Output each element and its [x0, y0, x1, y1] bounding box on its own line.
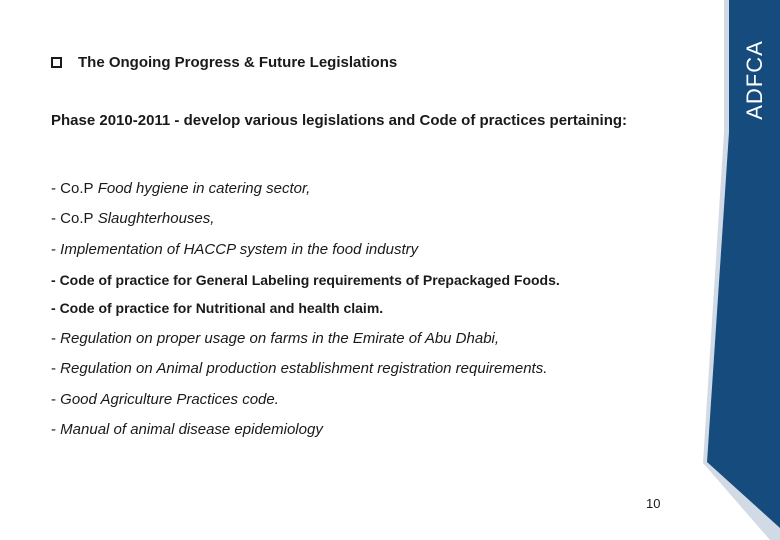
list-item-text: Slaughterhouses, — [93, 210, 215, 227]
list-item-text: Food hygiene in catering sector, — [93, 180, 311, 197]
list-item-text: Manual of animal disease epidemiology — [60, 421, 323, 438]
slide-heading-text: The Ongoing Progress & Future Legislations — [78, 54, 398, 71]
list-item-text: Implementation of HACCP system in the food industry — [60, 241, 419, 258]
list-item-dash: - — [51, 241, 61, 258]
list-item-dash: - — [51, 272, 60, 288]
list-item-dash: - — [51, 330, 61, 347]
list-item-dash: - — [51, 210, 61, 227]
phase-description: Phase 2010-2011 - develop various legislations and Code of practices pertaining: — [51, 112, 628, 129]
list-item — [51, 360, 547, 377]
list-item-prefix: Co.P — [60, 180, 94, 197]
list-item — [51, 330, 499, 347]
list-item-dash: - — [51, 421, 61, 438]
list-item — [51, 391, 279, 408]
list-item-text: Code of practice for General Labeling requirements of Prepackaged Foods. — [59, 272, 560, 288]
list-item-prefix: Co.P — [60, 210, 94, 227]
list-item — [51, 272, 560, 288]
brand-logo — [738, 40, 772, 120]
list-item — [51, 300, 383, 316]
list-item-dash: - — [51, 360, 61, 377]
list-item-text: Regulation on Animal production establishment registration requirements. — [60, 360, 548, 377]
slide-heading — [51, 54, 397, 71]
list-item — [51, 241, 418, 258]
list-item — [51, 421, 323, 438]
list-item-text: Code of practice for Nutritional and health claim. — [59, 300, 384, 316]
page-number: 10 — [646, 496, 661, 511]
brand-logo-text: ADFCA — [742, 40, 767, 120]
list-item-text: Regulation on proper usage on farms in the Emirate of Abu Dhabi, — [60, 330, 500, 347]
checkbox-bullet-icon — [51, 57, 62, 68]
list-item-dash: - — [51, 300, 60, 316]
list-item-dash: - — [51, 391, 61, 408]
list-item — [51, 180, 310, 197]
list-item-text: Good Agriculture Practices code. — [60, 391, 279, 408]
list-item-dash: - — [51, 180, 61, 197]
list-item — [51, 210, 214, 227]
